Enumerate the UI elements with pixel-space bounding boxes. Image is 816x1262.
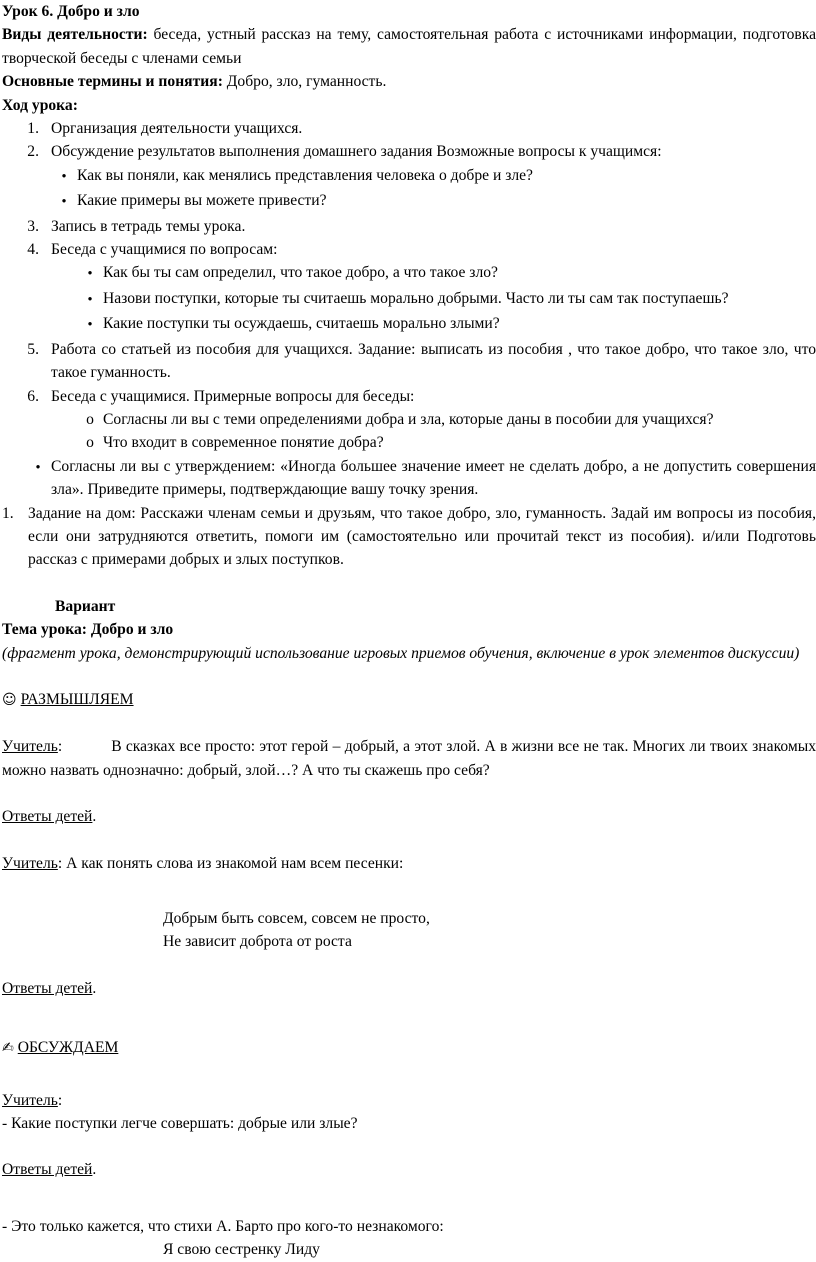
step-text: Беседа с учащимися. Примерные вопросы для беседы: [51,387,415,405]
dialogue-text: : А как понять слова из знакомой нам всем песенки: [57,854,404,872]
spacer [2,665,816,688]
course-heading: Ход урока: [2,96,78,114]
step-5 [2,338,816,385]
step-3 [2,215,816,238]
step-2 [2,140,816,163]
bullet-icon [77,287,103,312]
bullet-icon [77,312,103,337]
bullet-text: Какие поступки ты осуждаешь, считаешь морально злыми? [103,315,500,333]
section-discuss [2,1036,816,1060]
closing-line: - Это только кажется, что стихи А. Барто про кого-то незнакомого: [2,1217,444,1235]
bullet-text: Назови поступки, которые ты считаешь морально добрыми. Часто ли ты сам так поступаешь? [103,289,729,307]
terms-paragraph [2,70,816,93]
spacer [2,712,816,735]
poem-line: Добрым быть совсем, совсем не просто, [163,910,430,927]
terms-label: Основные термины и понятия: [2,73,223,91]
smiley-icon: ☺ [2,691,17,708]
dialogue-question: - Какие поступки легче совершать: добрые или злые? [2,1115,358,1133]
step-number: 3. [27,217,39,235]
dialogue-2 [2,852,816,875]
answers-dot: . [92,1161,97,1179]
step-number: 6. [27,387,39,405]
spacer [2,782,816,805]
bullet-text: Согласны ли вы с утверждением: «Иногда большее значение имеет не сделать добро, а не допустить совершения зла». Приведите примеры, подтверждающие вашу точку зрения. [51,457,816,499]
step-number: 4. [27,241,39,259]
teacher-label: Учитель [2,1091,58,1109]
answers-label: Ответы детей [2,1161,93,1179]
bullet-text: Как вы поняли, как менялись представления человека о добре и зле? [77,166,533,184]
section-title: ОБСУЖДАЕМ [17,1039,119,1057]
answers-dot: . [92,808,97,826]
step-number: 5. [27,340,39,358]
step-text: Запись в тетрадь темы урока. [51,217,246,235]
activities-paragraph [2,23,816,70]
bullet-text: Как бы ты сам определил, что такое добро, а что такое зло? [103,264,498,282]
variant-topic: Тема урока: Добро и зло [2,621,174,639]
bullet-icon [77,261,103,286]
spacer [2,875,816,898]
step-4 [2,238,816,261]
colon: : [57,738,63,756]
homework-text: Задание на дом: Расскажи членам семьи и друзьям, что такое добро, зло, гуманность. Задай им вопросы из пособия, если они затрудняются ответить, помоги им (самостоятельно или прочитай текст из пособия). и/или Подготовь рассказ с примерами добрых и злых поступков. [28,504,816,569]
answers-2 [2,977,816,1000]
step-6 [2,385,816,408]
bullet-item [2,189,816,214]
dialogue-1 [2,735,816,782]
answers-label: Ответы детей [2,808,93,826]
variant-note: (фрагмент урока, демонстрирующий использование игровых приемов обучения, включение в урок элементов дискуссии) [2,644,800,662]
circle-bullet-icon: o [86,410,94,428]
spacer [2,1135,816,1158]
answers-3 [2,1158,816,1181]
sub-item [2,431,816,454]
spacer [2,1182,816,1215]
step-text: Обсуждение результатов выполнения домашнего задания Возможные вопросы к учащимся: [51,143,662,161]
step-number: 2. [27,143,39,161]
bullet-icon [51,189,77,214]
lesson-title: Урок 6. Добро и зло [2,3,140,20]
bullet-icon [51,164,77,189]
step-1 [2,117,816,140]
dialogue-3 [2,1089,816,1112]
bullet-item [2,261,816,286]
step-text: Организация деятельности учащихся. [51,120,303,138]
activities-text: беседа, устный рассказ на тему, самостоятельная работа с источниками информации, подготовка творческой беседы с членами семьи [2,26,816,67]
closing-verse: Я свою сестренку Лиду [163,1241,320,1259]
answers-label: Ответы детей [2,979,93,997]
bullet-item [2,455,816,502]
terms-text: Добро, зло, гуманность. [222,73,387,91]
section-reflect [2,688,816,712]
bullet-icon [25,455,51,502]
sub-item [2,408,816,431]
spacer [2,954,816,977]
step-text: Беседа с учащимися по вопросам: [51,241,278,259]
bullet-text: Какие примеры вы можете привести? [77,192,327,210]
bullet-item [2,312,816,337]
spacer [2,1061,816,1089]
teacher-label: Учитель [2,738,58,756]
circle-bullet-icon: o [86,434,94,452]
sub-item-text: Что входит в современное понятие добра? [103,434,384,452]
homework-number: 1. [2,504,14,522]
colon: : [57,1091,63,1109]
step-text: Работа со статьей из пособия для учащихся. Задание: выписать из пособия , что такое добро, что такое зло, что такое гуманность. [51,340,816,382]
activities-label: Виды деятельности: [2,26,148,44]
sub-item-text: Согласны ли вы с теми определениями добра и зла, которые даны в пособии для учащихся? [103,410,714,428]
bullet-item [2,287,816,312]
spacer [2,1000,816,1036]
spacer [2,572,816,595]
variant-heading: Вариант [55,597,116,615]
step-number: 1. [27,120,39,138]
answers-1 [2,805,816,828]
homework-item [2,502,816,572]
section-title: РАЗМЫШЛЯЕМ [20,690,134,708]
bullet-item [2,164,816,189]
writing-hand-icon: ✍ [2,1040,14,1057]
answers-dot: . [92,979,97,997]
spacer [2,829,816,852]
teacher-label: Учитель [2,854,58,872]
dialogue-text: В сказках все просто: этот герой – добрый, а этот злой. А в жизни все не так. Многих ли твоих знакомых можно назвать однозначно: добрый, злой…? А что ты скажешь про себя? [2,738,816,779]
poem-line: Не зависит доброта от роста [163,933,352,951]
